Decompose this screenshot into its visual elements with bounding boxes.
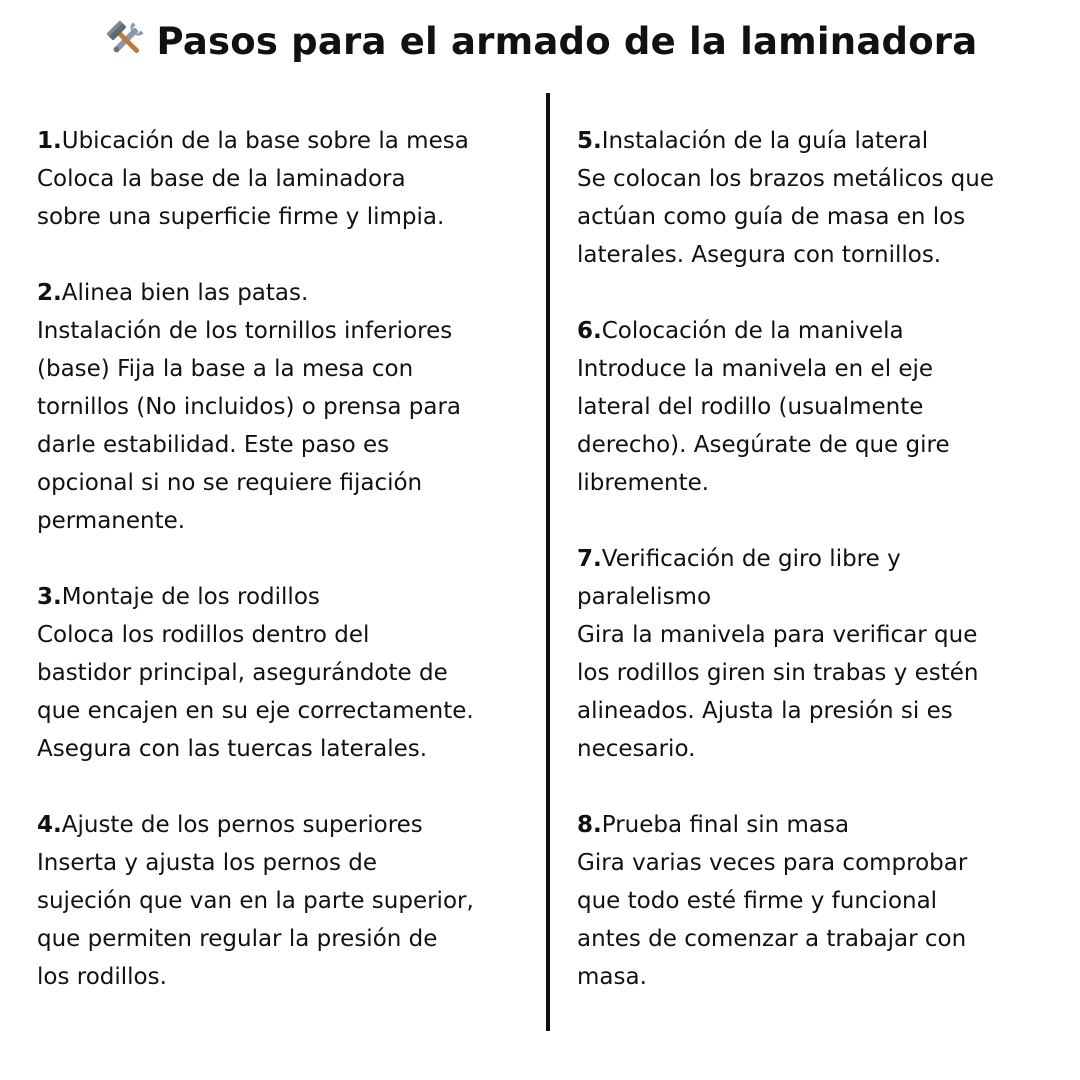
step-text-line: Coloca la base de la laminadora <box>37 166 406 192</box>
step-number: 1. <box>37 128 62 154</box>
step-number: 8. <box>577 812 602 838</box>
step-text-line: Instalación de los tornillos inferiores <box>37 318 453 344</box>
step-text-line: bastidor principal, asegurándote de <box>37 660 448 686</box>
step-number: 7. <box>577 546 602 572</box>
step-heading: Instalación de la guía lateral <box>601 128 929 154</box>
step-heading: Ubicación de la base sobre la mesa <box>61 128 469 154</box>
step-text-line: Asegura con las tuercas laterales. <box>37 736 428 762</box>
step-text-line: antes de comenzar a trabajar con <box>577 926 967 952</box>
step-text-line: actúan como guía de masa en los <box>577 204 966 230</box>
step-text-line: Introduce la manivela en el eje <box>577 356 934 382</box>
step-text-line: paralelismo <box>577 584 712 610</box>
step-4 <box>37 806 532 996</box>
step-number: 5. <box>577 128 602 154</box>
step-text-line: darle estabilidad. Este paso es <box>37 432 390 458</box>
step-text-line: laterales. Asegura con tornillos. <box>577 242 942 268</box>
step-text-line: Se colocan los brazos metálicos que <box>577 166 994 192</box>
step-text-line: opcional si no se requiere fijación <box>37 470 423 496</box>
step-3 <box>37 578 532 768</box>
step-text-line: (base) Fija la base a la mesa con <box>37 356 414 382</box>
step-text-line: permanente. <box>37 508 186 534</box>
step-1 <box>37 122 532 236</box>
step-heading: Prueba final sin masa <box>601 812 850 838</box>
step-text-line: necesario. <box>577 736 696 762</box>
step-text-line: libremente. <box>577 470 710 496</box>
step-heading: Verificación de giro libre y <box>601 546 901 572</box>
step-number: 4. <box>37 812 62 838</box>
step-number: 2. <box>37 280 62 306</box>
step-6 <box>577 312 1047 502</box>
step-text-line: Coloca los rodillos dentro del <box>37 622 370 648</box>
step-heading: Colocación de la manivela <box>601 318 904 344</box>
step-heading: Ajuste de los pernos superiores <box>61 812 423 838</box>
step-text-line: que todo esté firme y funcional <box>577 888 938 914</box>
step-text-line: alineados. Ajusta la presión si es <box>577 698 953 724</box>
step-7 <box>577 540 1047 768</box>
step-text-line: derecho). Asegúrate de que gire <box>577 432 950 458</box>
step-text-line: sujeción que van en la parte superior, <box>37 888 474 914</box>
step-text-line: sobre una superficie firme y limpia. <box>37 204 445 230</box>
hammer-and-wrench-icon <box>103 17 149 63</box>
step-heading: Alinea bien las patas. <box>61 280 309 306</box>
step-text-line: masa. <box>577 964 647 990</box>
steps-column-left <box>37 122 532 996</box>
step-text-line: que permiten regular la presión de <box>37 926 438 952</box>
step-text-line: Gira varias veces para comprobar <box>577 850 968 876</box>
step-text-line: los rodillos. <box>37 964 167 990</box>
step-8 <box>577 806 1047 996</box>
step-number: 6. <box>577 318 602 344</box>
step-text-line: lateral del rodillo (usualmente <box>577 394 924 420</box>
step-text-line: Inserta y ajusta los pernos de <box>37 850 378 876</box>
step-text-line: los rodillos giren sin trabas y estén <box>577 660 979 686</box>
step-5 <box>577 122 1047 274</box>
step-text-line: tornillos (No incluidos) o prensa para <box>37 394 462 420</box>
page-title-text: Pasos para el armado de la laminadora <box>156 20 978 63</box>
step-heading: Montaje de los rodillos <box>61 584 320 610</box>
step-2 <box>37 274 532 540</box>
column-divider <box>546 93 550 1031</box>
step-text-line: que encajen en su eje correctamente. <box>37 698 474 724</box>
step-text-line: Gira la manivela para verificar que <box>577 622 978 648</box>
steps-column-right <box>577 122 1047 996</box>
step-number: 3. <box>37 584 62 610</box>
page-title <box>0 16 1080 68</box>
